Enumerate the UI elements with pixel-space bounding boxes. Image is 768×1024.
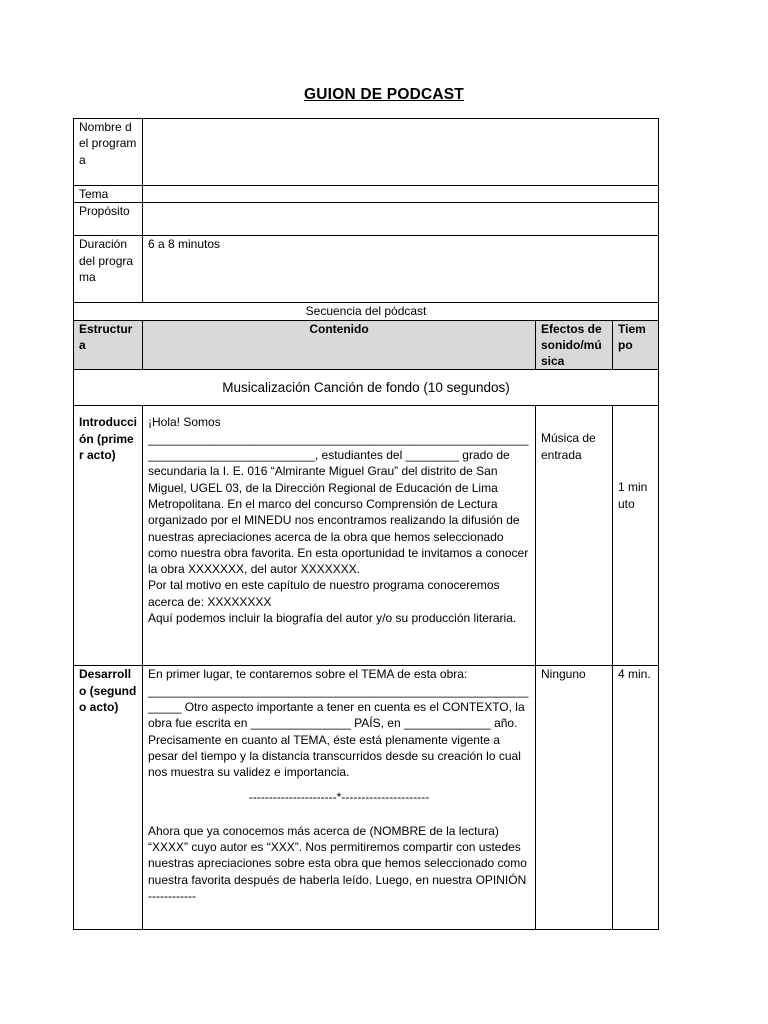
intro-paragraph-1: ¡Hola! Somos _________________________________________________________ _________________________, estudiantes del ________ grado de secundaria la I. E. 016 “Almirante Miguel Grau” del distrito de San Miguel, UGEL 03, de la Dirección Regional de Educación de Lima Metropolitana. En el marco del concurso Comprensión de Lectura organizado por el MINEDU nos encontramos realizando la difusión de nuestras apreciaciones acerca de la obra que hemos seleccionado como nuestra obra favorita. En esta oportunidad te invitamos a conocer la obra XXXXXXX, del autor XXXXXXX. — [148, 415, 529, 577]
musicalizacion-text: Musicalización Canción de fondo (10 segundos) — [74, 370, 659, 406]
proposito-label: Propósito — [74, 203, 143, 236]
row-tema — [74, 186, 659, 203]
row-proposito — [74, 203, 659, 236]
intro-estructura: Introducción (primer acto) — [74, 406, 143, 666]
row-nombre — [74, 119, 659, 186]
nombre-label: Nombre del programa — [74, 119, 143, 186]
desarrollo-paragraph-2: Ahora que ya conocemos más acerca de (NOMBRE de la lectura) “XXXX” cuyo autor es “XXX”. Nos permitiremos compartir con ustedes nuestras apreciaciones sobre esta obra que hemos seleccionado como nuestra favorita después de haberla leído. Luego, en nuestra OPINIÓN ------------ — [148, 823, 527, 904]
desarrollo-paragraph-1: En primer lugar, te contaremos sobre el TEMA de esta obra: _________________________________________________________ _____ Otro aspecto importante a tener en cuenta es el CONTEXTO, la obra fue escrita en _______________ PAÍS, en _____________ año. Precisamente en cuanto al TEMA, éste está plenamente vigente a pesar del tiempo y la distancia transcurridos desde su creación lo cual nos muestra su validez e importancia. — [148, 667, 529, 780]
proposito-value[interactable] — [143, 203, 659, 236]
separator-line: ----------------------*---------------------- — [248, 789, 430, 804]
duracion-value[interactable]: 6 a 8 minutos — [143, 236, 659, 303]
intro-paragraph-3: Aquí podemos incluir la biografía del autor y/o su producción literaria. — [148, 611, 517, 626]
header-tiempo: Tiempo — [613, 320, 659, 370]
desarrollo-efectos: Ninguno — [536, 666, 613, 930]
row-sequence — [74, 303, 659, 320]
sequence-label: Secuencia del pódcast — [74, 303, 659, 320]
desarrollo-tiempo: 4 min. — [613, 666, 659, 930]
intro-paragraph-2: Por tal motivo en este capítulo de nuestro programa conoceremos acerca de: XXXXXXXX — [148, 578, 500, 609]
row-musicalizacion — [74, 370, 659, 406]
intro-tiempo: 1 minuto — [613, 406, 659, 666]
row-desarrollo — [74, 666, 659, 930]
row-introduccion — [74, 406, 659, 666]
header-row — [74, 320, 659, 370]
document-title: GUION DE PODCAST — [304, 86, 464, 103]
tema-label: Tema — [74, 186, 143, 203]
intro-efectos: Música de entrada — [536, 406, 613, 666]
header-contenido: Contenido — [143, 320, 536, 370]
desarrollo-content — [143, 666, 536, 930]
desarrollo-estructura: Desarrollo (segundo acto) — [74, 666, 143, 930]
header-efectos: Efectos de sonido/música — [536, 320, 613, 370]
row-duracion — [74, 236, 659, 303]
tema-value[interactable] — [143, 186, 659, 203]
header-estructura: Estructura — [74, 320, 143, 370]
podcast-script-table — [73, 118, 659, 930]
intro-content — [143, 406, 536, 666]
nombre-value[interactable] — [143, 119, 659, 186]
duracion-label: Duración del programa — [74, 236, 143, 303]
